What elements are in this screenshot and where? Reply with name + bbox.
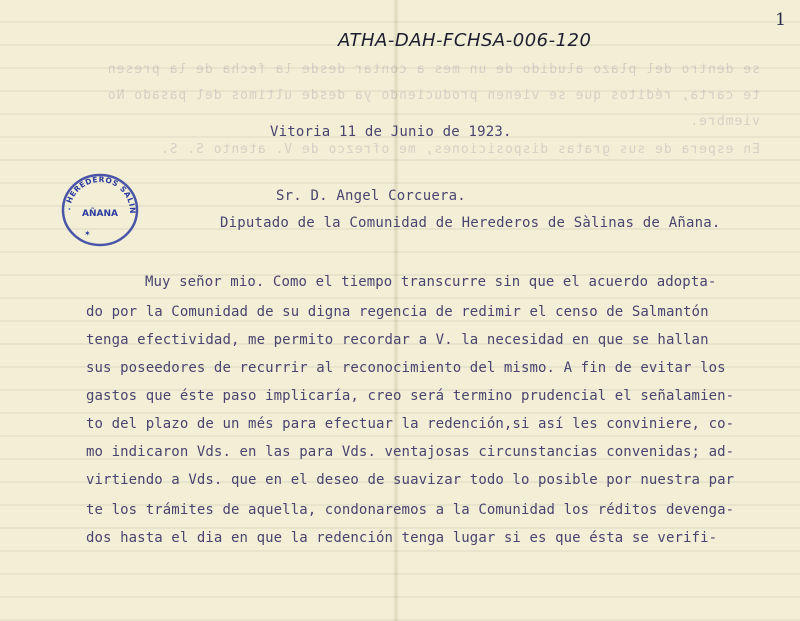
place-date: Vitoria 11 de Junio de 1923. [270,124,512,140]
bleed-through-text: En espera de sus gratas disposiciones, me ofrezco de V. atento S. S. [159,142,760,157]
body-line: gastos que éste paso implicaría, creo será termino prudencial el señalamien- [86,388,735,404]
svg-text:✶: ✶ [84,229,91,238]
body-line: dos hasta el dia en que la redención tenga lugar si es que ésta se verifi- [86,530,718,546]
recipient-name: Sr. D. Angel Corcuera. [276,188,466,204]
recipient-title: Diputado de la Comunidad de Herederos de Sàlinas de Añana. [220,215,721,231]
body-line: mo indicaron Vds. en las para Vds. ventajosas circunstancias convenidas; ad- [86,444,735,460]
seal-stamp [60,172,140,248]
bleed-through-text: viembre. [689,114,760,129]
body-line: to del plazo de un més para efectuar la redención,si así les conviniere, co- [86,416,735,432]
archive-reference: ATHA-DAH-FCHSA-006-120 [338,30,592,51]
body-line: sus poseedores de recurrir al reconocimiento del mismo. A fin de evitar los [86,360,726,376]
bleed-through-text: se dentro del plazo aludido de un mes a contar desde la fecha de la presen [106,62,760,77]
svg-text:AÑANA: AÑANA [82,209,118,219]
body-line: virtiendo a Vds. que en el deseo de suavizar todo lo posible por nuestra par [86,472,735,488]
seal-stamp-icon [60,172,140,248]
body-line: do por la Comunidad de su digna regencia de redimir el censo de Salmantón [86,304,709,320]
body-line: te los trámites de aquella, condonaremos a la Comunidad los réditos devenga- [86,502,735,518]
page-number: 1 [775,10,786,30]
svg-text:A.C. HEREDEROS SALINAS: . HEREDEROS SALIN [63,174,138,215]
bleed-through-text: te carta, réditos que se vienen produciendo ya desde ultimos del pasado No [106,88,760,103]
body-line: tenga efectividad, me permito recordar a V. la necesidad en que se hallan [86,332,709,348]
body-line: Muy señor mio. Como el tiempo transcurre sin que el acuerdo adopta- [145,274,717,290]
